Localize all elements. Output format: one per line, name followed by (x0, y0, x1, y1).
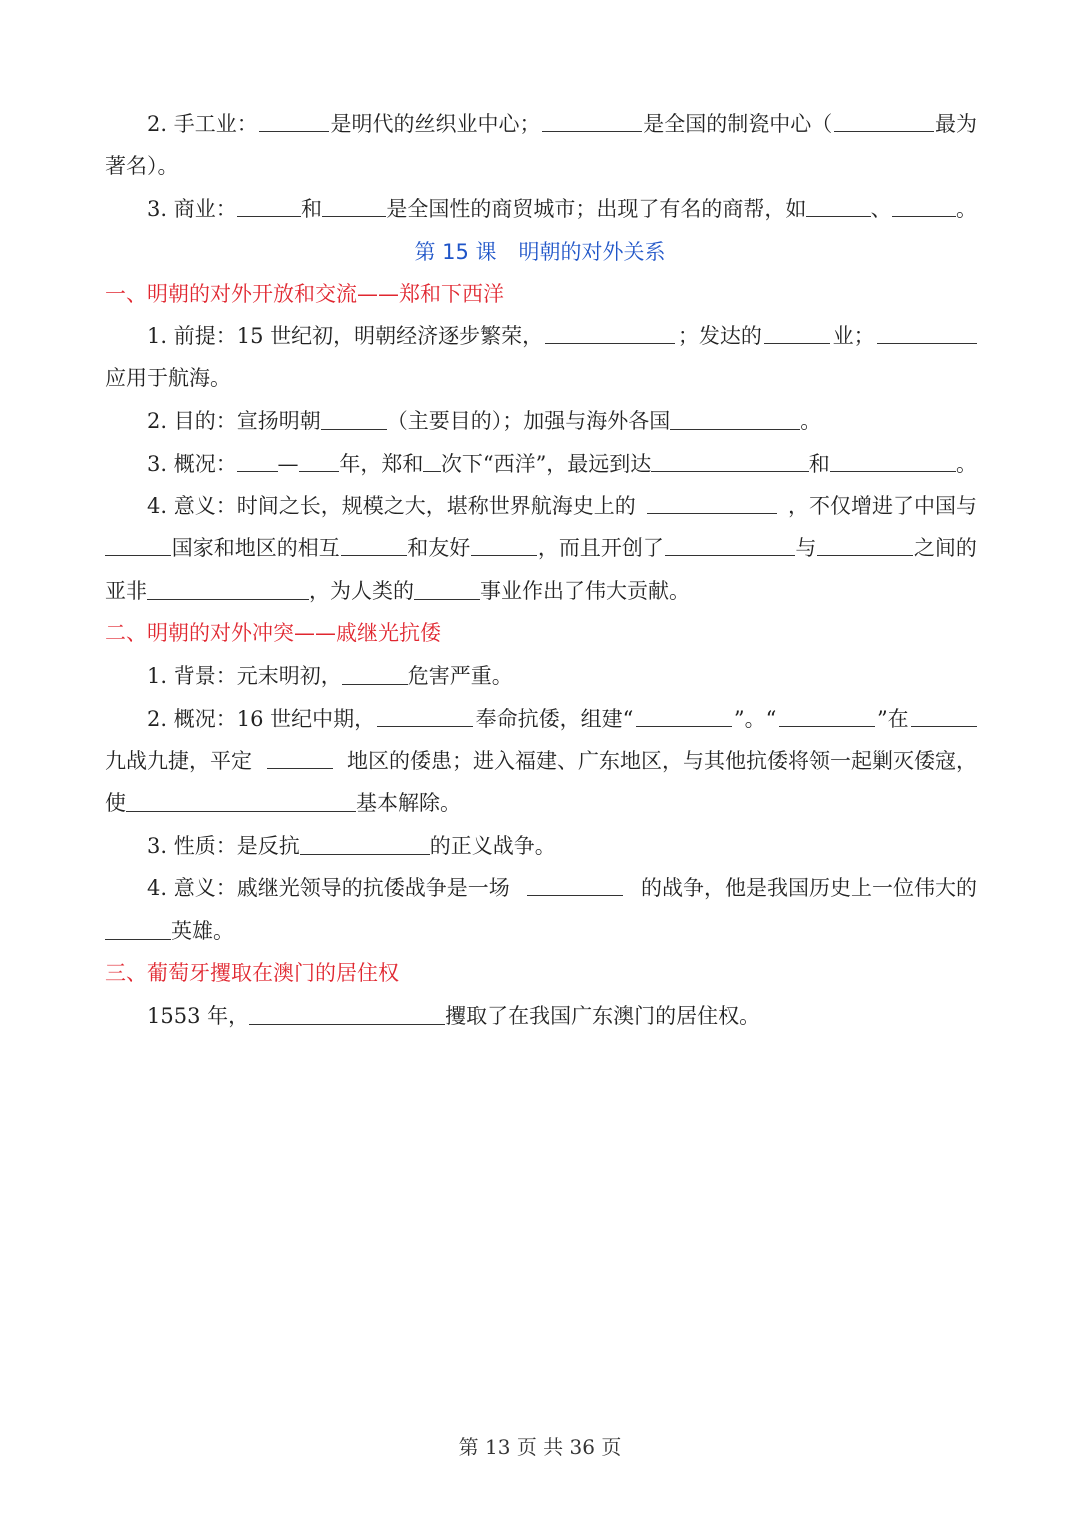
blank[interactable] (300, 832, 430, 855)
line-s2-p4: 4. 意义：戚继光领导的抗倭战争是一场 的战争，他是我国历史上一位伟大的 (147, 873, 977, 903)
line-s3-p1: 1553 年， 攫取了在我国广东澳门的居住权。 (147, 1004, 761, 1028)
line-s2-p2: 2. 概况：16 世纪中期， 奉命抗倭，组建“ ”。“ ”在 (147, 704, 977, 734)
section-heading-2: 二、明朝的对外冲突——戚继光抗倭 (105, 621, 441, 645)
line-handicraft: 2. 手工业： 是明代的丝织业中心； 是全国的制瓷中心（ 最为 (147, 109, 977, 139)
blank[interactable] (126, 789, 356, 812)
blank[interactable] (423, 449, 440, 472)
line-s1-p1: 1. 前提：15 世纪初，明朝经济逐步繁荣， ；发达的 业； (147, 321, 977, 351)
blank[interactable] (259, 109, 329, 132)
blank[interactable] (321, 407, 387, 430)
blank[interactable] (647, 491, 777, 514)
page-footer: 第 13 页 共 36 页 (458, 1435, 622, 1459)
blank[interactable] (545, 321, 675, 344)
line-s1-p4-cont: 国家和地区的相互 和友好 ，而且开创了 与 之间的 (105, 533, 977, 563)
blank[interactable] (834, 109, 934, 132)
blank[interactable] (670, 407, 800, 430)
blank[interactable] (471, 533, 537, 556)
blank[interactable] (377, 704, 473, 727)
blank[interactable] (105, 917, 171, 940)
blank[interactable] (665, 533, 795, 556)
lesson-title: 第 15 课 明朝的对外关系 (414, 240, 666, 264)
blank[interactable] (267, 746, 333, 769)
blank[interactable] (414, 577, 480, 600)
blank[interactable] (299, 449, 340, 472)
line-s1-p3: 3. 概况： — 年，郑和 次下“西洋”，最远到达 和 。 (147, 449, 977, 479)
blank[interactable] (817, 533, 913, 556)
line-s1-p2: 2. 目的：宣扬明朝 （主要目的）；加强与海外各国 。 (147, 409, 822, 433)
line-commerce: 3. 商业： 和 是全国性的商贸城市；出现了有名的商帮，如 、 。 (147, 194, 977, 224)
section-heading-1: 一、明朝的对外开放和交流——郑和下西洋 (105, 282, 504, 306)
blank[interactable] (911, 704, 977, 727)
blank[interactable] (779, 704, 875, 727)
line-s1-p4-cont2: 亚非 ，为人类的 事业作出了伟大贡献。 (105, 579, 690, 603)
line-s2-p2-cont: 九战九捷，平定 地区的倭患；进入福建、广东地区，与其他抗倭将领一起剿灭倭寇， (105, 746, 977, 776)
line-s2-p1: 1. 背景：元末明初， 危害严重。 (147, 664, 513, 688)
blank[interactable] (249, 1002, 445, 1025)
blank[interactable] (877, 321, 977, 344)
line-s1-p1-cont: 应用于航海。 (105, 366, 231, 390)
blank[interactable] (830, 449, 956, 472)
blank[interactable] (341, 533, 407, 556)
blank[interactable] (527, 873, 623, 896)
section-heading-3: 三、葡萄牙攫取在澳门的居住权 (105, 961, 399, 985)
blank[interactable] (237, 194, 301, 217)
blank[interactable] (105, 533, 171, 556)
blank[interactable] (764, 321, 830, 344)
blank[interactable] (542, 109, 642, 132)
line-s2-p3: 3. 性质：是反抗 的正义战争。 (147, 834, 556, 858)
blank[interactable] (237, 449, 278, 472)
blank[interactable] (892, 194, 956, 217)
blank[interactable] (806, 194, 870, 217)
line-s1-p4: 4. 意义：时间之长，规模之大，堪称世界航海史上的 ，不仅增进了中国与 (147, 491, 977, 521)
blank[interactable] (342, 662, 408, 685)
line-s2-p4-cont: 英雄。 (105, 916, 977, 946)
blank[interactable] (651, 449, 808, 472)
blank[interactable] (636, 704, 732, 727)
blank[interactable] (147, 577, 309, 600)
blank[interactable] (322, 194, 386, 217)
line-s2-p2-cont2: 使 基本解除。 (105, 791, 461, 815)
line-handicraft-cont: 著名）。 (105, 154, 179, 178)
